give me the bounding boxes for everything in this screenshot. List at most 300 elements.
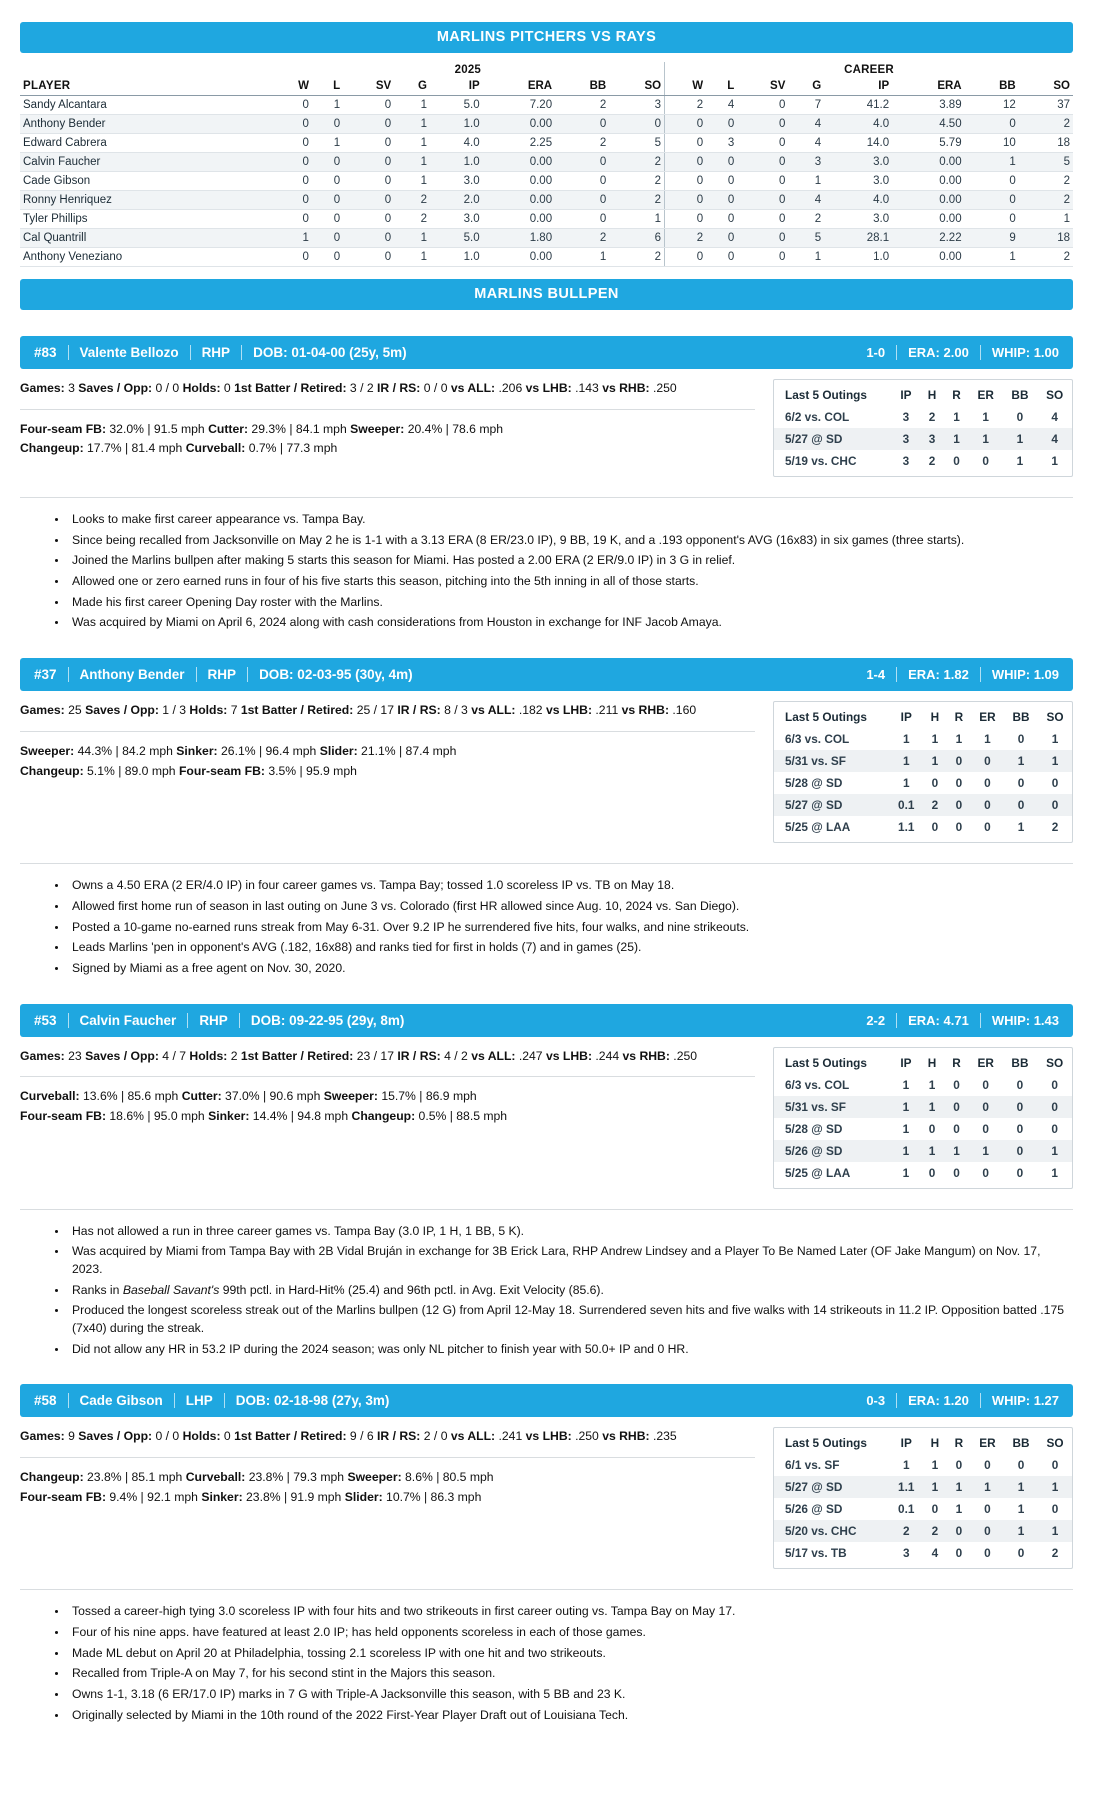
cell-2025-so: 2 (609, 172, 664, 191)
divider (20, 731, 755, 732)
group-header-career: CAREER (665, 62, 1073, 78)
outings-col-so: SO (1046, 710, 1064, 725)
outing-bb: 0 (1016, 1121, 1024, 1136)
cell-career-sv: 0 (737, 153, 788, 172)
cell-career-era: 0.00 (892, 153, 964, 172)
outings-col-so: SO (1046, 1436, 1064, 1451)
player-whip: WHIP: 1.00 (991, 345, 1059, 360)
outing-so: 0 (1038, 794, 1072, 816)
outing-ip: 1 (902, 1077, 910, 1092)
col-g-2025: G (394, 78, 430, 96)
divider (190, 345, 191, 360)
cell-player: Tyler Phillips (20, 210, 272, 229)
outing-ip: 1 (890, 750, 923, 772)
cell-career-bb: 0 (965, 172, 1019, 191)
outing-game: 5/28 @ SD (785, 1121, 843, 1136)
player-season-summary (866, 345, 1059, 360)
cell-career-w: 0 (665, 248, 707, 267)
cell-2025-sv: 0 (343, 96, 394, 115)
outing-game: 5/26 @ SD (774, 1140, 892, 1162)
divider (247, 667, 248, 682)
outings-col-label: Last 5 Outings (785, 710, 867, 725)
cell-2025-era: 0.00 (483, 191, 555, 210)
col-sv-2025: SV (343, 78, 394, 96)
vs-rays-table-head (20, 62, 1073, 96)
col-ip-career: IP (824, 78, 892, 96)
list-item: • Tossed a career-high tying 3.0 scoreless IP with four hits and two strikeouts in first career outing vs. Tampa Bay on May 17. (68, 1603, 1073, 1621)
divider (241, 345, 242, 360)
list-item: • Looks to make first career appearance vs. Tampa Bay. (68, 511, 1073, 529)
cell-2025-ip: 3.0 (430, 210, 483, 229)
outings-col-er: ER (979, 710, 996, 725)
divider (20, 1457, 755, 1458)
table-row (20, 210, 1073, 229)
player-whip: WHIP: 1.27 (991, 1393, 1059, 1409)
cell-career-g: 4 (788, 191, 824, 210)
outing-h: 0 (931, 820, 939, 835)
cell-career-g: 1 (788, 248, 824, 267)
cell-2025-bb: 1 (555, 248, 609, 267)
outing-row (774, 406, 1072, 428)
last-5-outings-table (774, 384, 1072, 472)
cell-player: Sandy Alcantara (20, 96, 272, 115)
player-stats-column (20, 379, 755, 459)
outing-bb: 1 (1017, 820, 1025, 835)
player-era: ERA: 1.20 (908, 1393, 969, 1409)
player-record: 2-2 (866, 1012, 886, 1028)
outing-h: 0 (928, 1121, 936, 1136)
player-split-stats: Games: 23 Saves / Opp: 4 / 7 Holds: 2 1st Batter / Retired: 23 / 17 IR / RS: 4 / 2 vs ALL: .247 vs LHB: .244 vs RHB: .250 (20, 1048, 698, 1063)
outing-so: 1 (1037, 1140, 1072, 1162)
outing-game: 5/27 @ SD (774, 428, 892, 450)
cell-player: Edward Cabrera (20, 134, 272, 153)
cell-2025-so: 2 (609, 248, 664, 267)
player-throwing-hand: RHP (199, 1012, 228, 1028)
outing-er: 1 (982, 410, 989, 424)
outing-game: 5/31 vs. SF (774, 1096, 892, 1118)
list-item: • Since being recalled from Jacksonville on May 2 he is 1-1 with a 3.13 ERA (8 ER/23.0 IP), 9 BB, 19 K, and a .193 opponent's AVG (16x83) in six games (three starts). (68, 532, 1073, 550)
outings-col-er: ER (977, 1055, 994, 1070)
outing-h: 3 (920, 428, 945, 450)
cell-career-so: 2 (1019, 172, 1073, 191)
divider (980, 1013, 981, 1028)
cell-career-l: 0 (706, 191, 737, 210)
outing-row (774, 1542, 1072, 1564)
vs-rays-column-header-row (20, 78, 1073, 96)
player-card-body (20, 701, 1073, 843)
cell-career-ip: 4.0 (824, 191, 892, 210)
outing-bb: 1 (1017, 1502, 1025, 1517)
divider (896, 667, 897, 682)
list-item: • Allowed one or zero earned runs in four of his five starts this season, pitching into the 5th inning in all of those starts. (68, 573, 1073, 591)
outing-bb: 0 (1016, 1077, 1024, 1092)
divider (896, 1013, 897, 1028)
cell-2025-w: 0 (272, 134, 312, 153)
outing-row (774, 1140, 1072, 1162)
player-outings-column (773, 379, 1073, 477)
divider (68, 1393, 69, 1408)
outings-col-label: Last 5 Outings (785, 1055, 867, 1070)
outing-r: 1 (955, 1502, 963, 1517)
outing-ip: 3 (902, 1546, 910, 1561)
outing-r: 0 (953, 1165, 960, 1180)
cell-2025-sv: 0 (343, 210, 394, 229)
player-throwing-hand: RHP (201, 345, 231, 360)
outings-col-h: H (930, 1436, 940, 1451)
player-dob: DOB: 01-04-00 (25y, 5m) (253, 345, 407, 360)
player-identity (34, 345, 407, 360)
divider (224, 1393, 225, 1408)
outing-row (774, 1454, 1072, 1476)
outing-er: 1 (984, 732, 991, 747)
cell-2025-ip: 2.0 (430, 191, 483, 210)
cell-2025-ip: 1.0 (430, 248, 483, 267)
outing-r: 0 (955, 1546, 963, 1561)
col-sv-career: SV (737, 78, 788, 96)
last-5-outings-table (774, 1432, 1072, 1564)
player-identity (34, 1393, 389, 1408)
cell-2025-l: 0 (312, 191, 343, 210)
cell-2025-bb: 2 (555, 134, 609, 153)
outing-h: 4 (931, 1546, 939, 1561)
player-record: 1-0 (866, 345, 886, 360)
vs-rays-table (20, 62, 1073, 267)
table-row (20, 248, 1073, 267)
outing-h: 1 (931, 1458, 939, 1473)
cell-career-l: 0 (706, 229, 737, 248)
outings-header-row (774, 706, 1072, 728)
player-number: #37 (34, 667, 57, 683)
cell-player: Anthony Veneziano (20, 248, 272, 267)
divider (980, 345, 981, 360)
vs-rays-banner: MARLINS PITCHERS VS RAYS (20, 22, 1073, 53)
divider (20, 1209, 1073, 1210)
outing-r: 1 (947, 1476, 971, 1498)
outing-r: 0 (953, 1077, 960, 1092)
player-record: 1-4 (866, 667, 886, 683)
player-card (20, 1384, 1073, 1724)
outing-h: 1 (923, 750, 947, 772)
list-item: • Joined the Marlins bullpen after making 5 starts this season for Miami. Has posted a 2.00 ERA (2 ER/9.0 IP) in 3 G in relief. (68, 552, 1073, 570)
outings-col-er: ER (979, 1436, 996, 1451)
divider (896, 345, 897, 360)
cell-2025-so: 0 (609, 115, 664, 134)
player-card (20, 658, 1073, 977)
outing-ip: 2 (890, 1520, 923, 1542)
player-card (20, 336, 1073, 632)
cell-2025-era: 0.00 (483, 153, 555, 172)
group-header-blank (20, 62, 272, 78)
divider (239, 1013, 240, 1028)
cell-2025-w: 1 (272, 229, 312, 248)
player-throwing-hand: RHP (207, 667, 237, 683)
outing-row (774, 816, 1072, 838)
outing-er: 1 (969, 428, 1003, 450)
cell-2025-ip: 3.0 (430, 172, 483, 191)
list-item: • Ranks in Baseball Savant's 99th pctl. in Hard-Hit% (25.4) and 96th pctl. in Avg. Exit Velocity (85.6). (68, 1282, 1073, 1300)
outing-game: 5/19 vs. CHC (785, 454, 857, 468)
outing-ip: 3 (892, 428, 920, 450)
cell-2025-era: 1.80 (483, 229, 555, 248)
player-notes-list (20, 877, 1073, 977)
cell-2025-bb: 0 (555, 191, 609, 210)
list-item: • Was acquired by Miami from Tampa Bay with 2B Vidal Bruján in exchange for 3B Erick Lara, RHP Andrew Lindsey and a Player To Be Named Later (OF Jake Mangum) on Nov. 17, 2023. (68, 1243, 1073, 1278)
divider (20, 409, 755, 410)
outing-h: 2 (928, 454, 936, 468)
cell-career-w: 0 (665, 210, 707, 229)
cell-career-bb: 1 (965, 248, 1019, 267)
table-row (20, 229, 1073, 248)
outing-ip: 1 (892, 1140, 920, 1162)
outings-col-r: R (952, 388, 961, 402)
cell-2025-ip: 5.0 (430, 229, 483, 248)
list-item: • Produced the longest scoreless streak out of the Marlins bullpen (12 G) from April 12-May 18. Surrendered seven hits and five walks with 14 strikeouts in 11.2 IP. Opposition batted .175 (7x40) during the streak. (68, 1302, 1073, 1337)
outing-er: 1 (971, 1476, 1004, 1498)
outing-r: 0 (955, 1458, 963, 1473)
outings-col-h: H (927, 388, 937, 402)
outing-ip: 1.1 (890, 1476, 923, 1498)
outing-er: 0 (982, 1077, 989, 1092)
cell-career-era: 5.79 (892, 134, 964, 153)
list-item: • Signed by Miami as a free agent on Nov. 30, 2020. (68, 960, 1073, 978)
outing-er: 0 (982, 1165, 989, 1180)
table-row (20, 191, 1073, 210)
outing-er: 0 (969, 1096, 1003, 1118)
outing-ip: 1 (902, 1165, 910, 1180)
cell-career-so: 2 (1019, 115, 1073, 134)
cell-2025-bb: 0 (555, 153, 609, 172)
outing-ip: 1 (902, 1458, 910, 1473)
outing-game: 6/2 vs. COL (785, 410, 850, 424)
player-card-body (20, 379, 1073, 477)
cell-career-ip: 4.0 (824, 115, 892, 134)
player-card-header (20, 658, 1073, 691)
player-whip: WHIP: 1.43 (991, 1012, 1059, 1028)
outings-col-bb: BB (1012, 710, 1030, 725)
outing-game: 5/20 vs. CHC (774, 1520, 890, 1542)
outing-bb: 0 (1017, 1546, 1025, 1561)
player-name: Cade Gibson (79, 1393, 163, 1409)
last-5-outings-box (773, 1427, 1073, 1569)
cell-career-bb: 0 (965, 191, 1019, 210)
outing-r: 0 (947, 1520, 971, 1542)
outing-h: 0 (928, 1165, 936, 1180)
outing-row (774, 450, 1072, 472)
player-card-body (20, 1427, 1073, 1569)
cell-2025-w: 0 (272, 172, 312, 191)
cell-2025-w: 0 (272, 153, 312, 172)
col-w-2025: W (272, 78, 312, 96)
outing-r: 0 (955, 820, 963, 835)
cell-career-so: 37 (1019, 96, 1073, 115)
player-dob: DOB: 02-03-95 (30y, 4m) (259, 667, 413, 683)
player-card-header (20, 1004, 1073, 1037)
divider (187, 1013, 188, 1028)
outing-game: 5/26 @ SD (785, 1502, 843, 1517)
cell-career-sv: 0 (737, 134, 788, 153)
outing-h: 1 (920, 1140, 945, 1162)
player-dob: DOB: 09-22-95 (29y, 8m) (250, 1012, 405, 1028)
outing-h: 1 (920, 1096, 945, 1118)
cell-career-sv: 0 (737, 229, 788, 248)
divider (20, 1076, 755, 1077)
cell-career-ip: 1.0 (824, 248, 892, 267)
divider (980, 1393, 981, 1408)
cell-2025-w: 0 (272, 248, 312, 267)
cell-2025-sv: 0 (343, 229, 394, 248)
cell-career-l: 0 (706, 248, 737, 267)
list-item: • Made his first career Opening Day roster with the Marlins. (68, 594, 1073, 612)
player-record: 0-3 (866, 1393, 886, 1409)
outing-r: 0 (953, 1121, 960, 1136)
last-5-outings-table (774, 706, 1072, 838)
player-name: Anthony Bender (79, 667, 185, 683)
cell-2025-bb: 2 (555, 96, 609, 115)
cell-2025-so: 6 (609, 229, 664, 248)
outing-row (774, 794, 1072, 816)
player-identity (34, 667, 413, 682)
outing-bb: 1 (1016, 454, 1024, 468)
player-throwing-hand: LHP (185, 1393, 213, 1409)
player-split-stats: Games: 9 Saves / Opp: 0 / 0 Holds: 0 1st Batter / Retired: 9 / 6 IR / RS: 2 / 0 vs ALL: .241 vs LHB: .250 vs RHB: .235 (20, 1429, 677, 1444)
col-ip-2025: IP (430, 78, 483, 96)
outing-er: 0 (982, 1121, 989, 1136)
cell-career-so: 1 (1019, 210, 1073, 229)
cell-career-so: 18 (1019, 229, 1073, 248)
cell-career-so: 18 (1019, 134, 1073, 153)
cell-2025-l: 0 (312, 229, 343, 248)
list-item: • Owns a 4.50 ERA (2 ER/4.0 IP) in four career games vs. Tampa Bay; tossed 1.0 scoreless IP vs. TB on May 18. (68, 877, 1073, 895)
outing-ip: 1 (902, 776, 910, 791)
cell-career-g: 1 (788, 172, 824, 191)
outing-game: 5/27 @ SD (774, 794, 890, 816)
cell-career-w: 0 (665, 153, 707, 172)
outing-bb: 0 (1004, 794, 1038, 816)
cell-2025-bb: 0 (555, 172, 609, 191)
player-dob: DOB: 02-18-98 (27y, 3m) (235, 1393, 390, 1409)
cell-career-ip: 28.1 (824, 229, 892, 248)
outing-game: 6/3 vs. COL (785, 1077, 850, 1092)
outing-row (774, 428, 1072, 450)
player-pitch-mix: Curveball: 13.6% | 85.6 mph Cutter: 37.0% | 90.6 mph Sweeper: 15.7% | 86.9 mph Four-seam FB: 18.6% | 95.0 mph Sinker: 14.4% | 94.8 mph Changeup: 0.5% | 88.5 mph (20, 1089, 508, 1123)
table-row (20, 115, 1073, 134)
cell-career-so: 5 (1019, 153, 1073, 172)
cell-career-bb: 9 (965, 229, 1019, 248)
player-number: #83 (34, 345, 57, 360)
outings-col-bb: BB (1011, 388, 1029, 402)
cell-career-era: 0.00 (892, 248, 964, 267)
bullpen-players (20, 336, 1073, 1725)
cell-career-era: 0.00 (892, 172, 964, 191)
cell-career-g: 7 (788, 96, 824, 115)
cell-2025-g: 1 (394, 153, 430, 172)
list-item: • Has not allowed a run in three career games vs. Tampa Bay (3.0 IP, 1 H, 1 BB, 5 K). (68, 1223, 1073, 1241)
cell-career-sv: 0 (737, 191, 788, 210)
divider (20, 1589, 1073, 1590)
cell-career-l: 0 (706, 115, 737, 134)
player-season-summary (866, 1013, 1059, 1028)
divider (196, 667, 197, 682)
divider (174, 1393, 175, 1408)
outing-bb: 0 (1003, 1096, 1038, 1118)
cell-player: Cal Quantrill (20, 229, 272, 248)
player-outings-column (773, 1047, 1073, 1189)
cell-career-ip: 3.0 (824, 153, 892, 172)
player-card-body (20, 1047, 1073, 1189)
cell-2025-sv: 0 (343, 248, 394, 267)
player-whip: WHIP: 1.09 (991, 667, 1059, 683)
player-pitch-mix: Sweeper: 44.3% | 84.2 mph Sinker: 26.1% | 96.4 mph Slider: 21.1% | 87.4 mph Changeup: 5.1% | 89.0 mph Four-seam FB: 3.5% | 95.9 mph (20, 744, 457, 778)
outing-r: 1 (944, 428, 969, 450)
cell-2025-g: 2 (394, 210, 430, 229)
cell-career-w: 2 (665, 96, 707, 115)
outing-h: 0 (931, 776, 939, 791)
outing-game: 6/3 vs. COL (785, 732, 850, 747)
outings-col-ip: IP (900, 1055, 912, 1070)
outing-so: 1 (1038, 1520, 1072, 1542)
cell-player: Calvin Faucher (20, 153, 272, 172)
cell-career-g: 2 (788, 210, 824, 229)
player-number: #58 (34, 1393, 57, 1409)
cell-2025-bb: 0 (555, 210, 609, 229)
outing-r: 0 (947, 794, 971, 816)
bullpen-banner: MARLINS BULLPEN (20, 279, 1073, 310)
outing-er: 0 (984, 776, 991, 791)
player-stats-column (20, 1047, 755, 1127)
cell-career-w: 0 (665, 172, 707, 191)
divider (20, 497, 1073, 498)
cell-career-era: 4.50 (892, 115, 964, 134)
player-season-summary (866, 667, 1059, 682)
cell-career-era: 2.22 (892, 229, 964, 248)
col-so-career: SO (1019, 78, 1073, 96)
cell-2025-l: 1 (312, 134, 343, 153)
outing-bb: 0 (1016, 1165, 1024, 1180)
outings-col-bb: BB (1012, 1436, 1030, 1451)
outings-header-row (774, 384, 1072, 406)
list-item: • Leads Marlins 'pen in opponent's AVG (.182, 16x88) and ranks tied for first in holds (7) and in games (25). (68, 939, 1073, 957)
cell-career-l: 4 (706, 96, 737, 115)
cell-2025-g: 1 (394, 134, 430, 153)
outings-col-er: ER (977, 388, 994, 402)
last-5-outings-table (774, 1052, 1072, 1184)
cell-career-sv: 0 (737, 115, 788, 134)
cell-2025-era: 2.25 (483, 134, 555, 153)
cell-2025-sv: 0 (343, 172, 394, 191)
cell-career-sv: 0 (737, 96, 788, 115)
outing-h: 0 (931, 1502, 939, 1517)
cell-2025-g: 1 (394, 229, 430, 248)
player-notes-list (20, 1603, 1073, 1724)
cell-2025-l: 1 (312, 96, 343, 115)
col-w-career: W (665, 78, 707, 96)
cell-2025-g: 1 (394, 172, 430, 191)
outing-er: 0 (984, 1502, 991, 1517)
player-outings-column (773, 1427, 1073, 1569)
outing-bb: 1 (1004, 1476, 1038, 1498)
cell-player: Anthony Bender (20, 115, 272, 134)
cell-2025-era: 7.20 (483, 96, 555, 115)
outing-h: 2 (928, 410, 936, 424)
cell-career-l: 0 (706, 210, 737, 229)
col-era-career: ERA (892, 78, 964, 96)
cell-2025-ip: 5.0 (430, 96, 483, 115)
cell-2025-g: 1 (394, 96, 430, 115)
outing-r: 0 (947, 750, 971, 772)
cell-2025-g: 1 (394, 115, 430, 134)
outing-so: 1 (1038, 1476, 1072, 1498)
player-card-header (20, 336, 1073, 369)
